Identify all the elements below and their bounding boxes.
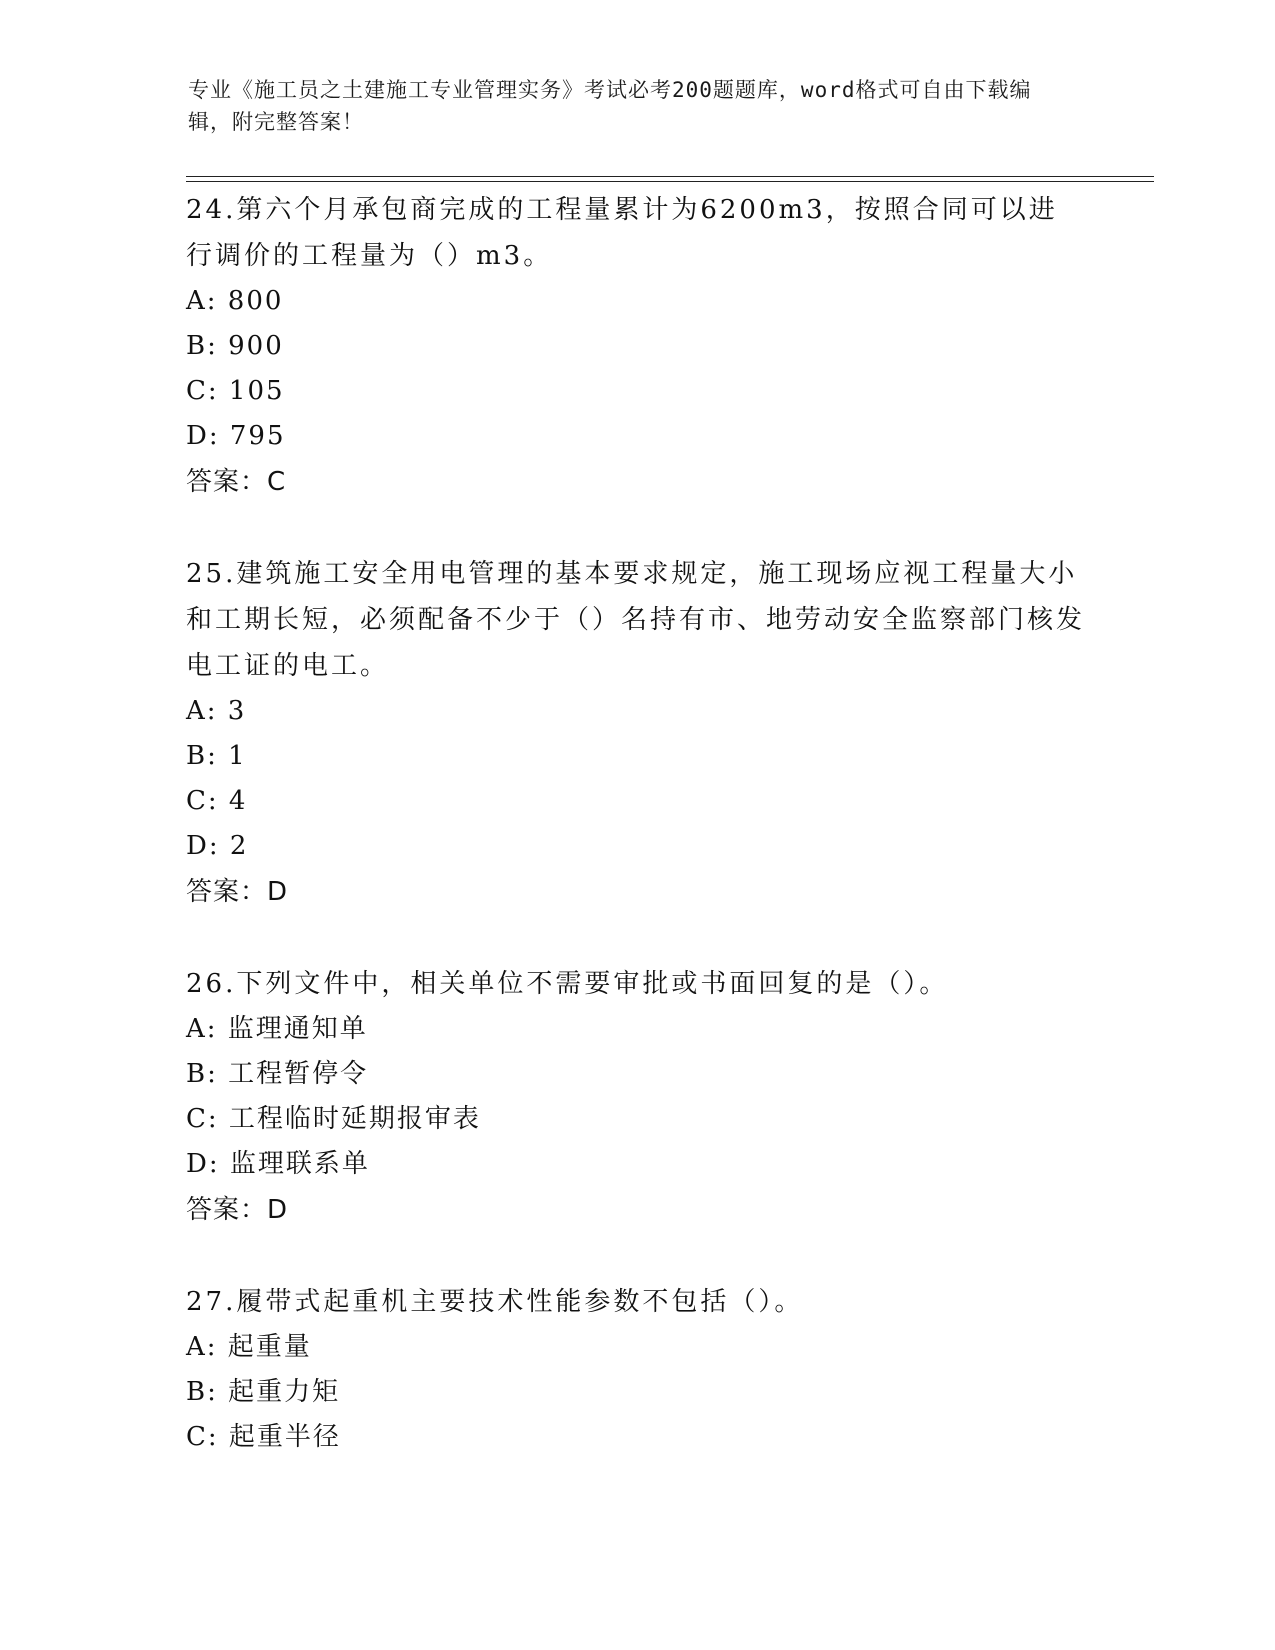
question-stem: 26.下列文件中，相关单位不需要审批或书面回复的是（）。 [186,969,949,999]
option-c: C: 4 [186,786,248,816]
option-b: B: 起重力矩 [186,1377,341,1407]
option-b: B: 工程暂停令 [186,1059,369,1089]
option-a: A: 3 [186,696,247,726]
option-d: D: 795 [186,421,286,451]
question-26 [186,961,1086,1233]
question-stem: 27.履带式起重机主要技术性能参数不包括（）。 [186,1287,804,1317]
question-stem: 24.第六个月承包商完成的工程量累计为6200m3，按照合同可以进行调价的工程量为（）m3。 [186,195,1058,271]
question-24 [186,187,1086,505]
question-27 [186,1279,1086,1460]
option-d: D: 监理联系单 [186,1149,370,1179]
question-stem: 25.建筑施工安全用电管理的基本要求规定，施工现场应视工程量大小和工期长短，必须配备不少于（）名持有市、地劳动安全监察部门核发电工证的电工。 [186,559,1086,681]
option-a: A: 起重量 [186,1332,312,1362]
answer: 答案：D [186,877,289,907]
header-divider-top [186,176,1154,177]
option-a: A: 800 [186,286,284,316]
answer: 答案：C [186,467,287,497]
question-25 [186,551,1086,915]
option-c: C: 工程临时延期报审表 [186,1104,481,1134]
option-d: D: 2 [186,831,249,861]
option-b: B: 900 [186,331,284,361]
header-divider-bottom [186,181,1154,182]
document-header: 专业《施工员之土建施工专业管理实务》考试必考200题题库，word格式可自由下载编辑，附完整答案！ [188,78,1032,134]
question-list [186,187,1086,1506]
option-a: A: 监理通知单 [186,1014,368,1044]
option-c: C: 起重半径 [186,1422,341,1452]
option-c: C: 105 [186,376,285,406]
option-b: B: 1 [186,741,247,771]
answer: 答案：D [186,1195,289,1225]
